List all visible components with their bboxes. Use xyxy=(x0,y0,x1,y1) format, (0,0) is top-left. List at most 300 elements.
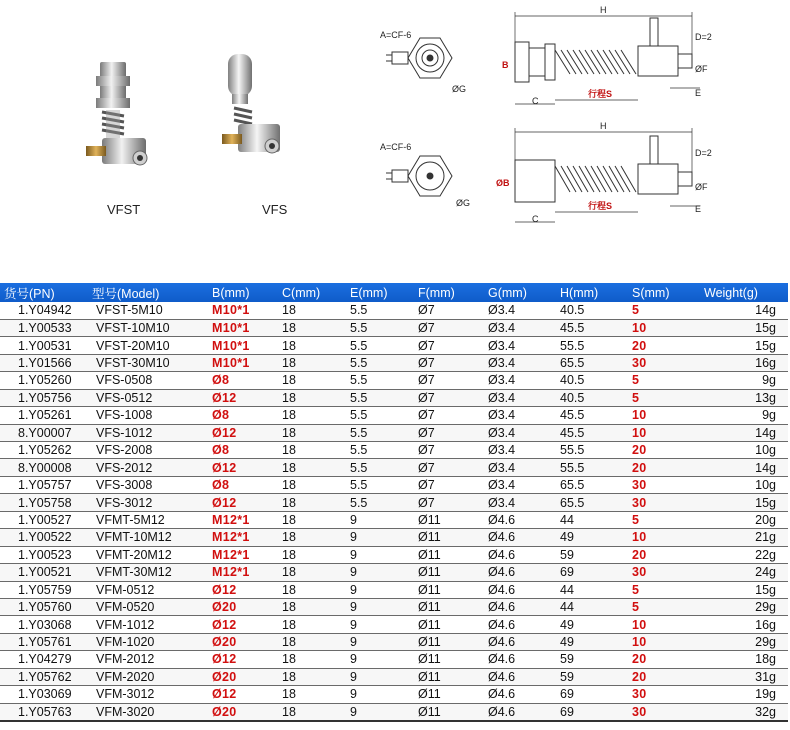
table-cell: Ø7 xyxy=(414,459,484,476)
table-cell: Ø12 xyxy=(208,651,278,668)
table-cell: 5.5 xyxy=(346,494,414,511)
table-cell: 5.5 xyxy=(346,319,414,336)
table-cell: Ø8 xyxy=(208,476,278,493)
table-cell: 10 xyxy=(628,529,700,546)
dim-h-1: H xyxy=(600,5,607,15)
table-cell: 19g xyxy=(700,686,788,703)
table-cell: 18 xyxy=(278,354,346,371)
table-cell: 5.5 xyxy=(346,389,414,406)
table-cell: Ø7 xyxy=(414,302,484,319)
table-cell: 30 xyxy=(628,686,700,703)
table-cell: Ø3.4 xyxy=(484,372,556,389)
table-cell: 20 xyxy=(628,442,700,459)
product-illustration-area xyxy=(0,0,790,282)
table-cell: VFS-1008 xyxy=(88,407,208,424)
table-cell: 65.5 xyxy=(556,354,628,371)
table-cell: Ø3.4 xyxy=(484,494,556,511)
column-header: G(mm) xyxy=(484,283,556,302)
table-cell: 18 xyxy=(278,616,346,633)
column-header: B(mm) xyxy=(208,283,278,302)
table-row xyxy=(0,668,788,685)
table-cell: Ø20 xyxy=(208,633,278,650)
table-cell: 18 xyxy=(278,302,346,319)
table-cell: VFS-3008 xyxy=(88,476,208,493)
table-cell: 5 xyxy=(628,372,700,389)
table-cell: 30 xyxy=(628,354,700,371)
table-cell: 18 xyxy=(278,581,346,598)
table-cell: Ø8 xyxy=(208,407,278,424)
table-cell: 44 xyxy=(556,511,628,528)
table-cell: Ø11 xyxy=(414,546,484,563)
table-cell: Ø12 xyxy=(208,494,278,511)
table-cell: 8.Y00008 xyxy=(0,459,88,476)
dim-b-1: B xyxy=(502,60,509,70)
table-cell: Ø7 xyxy=(414,389,484,406)
table-cell: 18 xyxy=(278,319,346,336)
table-cell: 30 xyxy=(628,703,700,721)
table-cell: Ø7 xyxy=(414,424,484,441)
table-cell: 29g xyxy=(700,598,788,615)
table-cell: 45.5 xyxy=(556,424,628,441)
column-header: 货号(PN) xyxy=(0,283,88,302)
table-cell: 18 xyxy=(278,459,346,476)
vfst-label: VFST xyxy=(107,202,141,217)
table-cell: Ø4.6 xyxy=(484,633,556,650)
table-cell: Ø3.4 xyxy=(484,389,556,406)
column-header: 型号(Model) xyxy=(88,283,208,302)
table-row xyxy=(0,651,788,668)
table-cell: 9 xyxy=(346,668,414,685)
table-cell: 5 xyxy=(628,511,700,528)
table-cell: 1.Y05760 xyxy=(0,598,88,615)
table-cell: 59 xyxy=(556,668,628,685)
end-view-smooth xyxy=(386,156,452,196)
dim-f-2: ØF xyxy=(695,182,708,192)
column-header: Weight(g) xyxy=(700,283,788,302)
table-cell: 30 xyxy=(628,564,700,581)
table-cell: M12*1 xyxy=(208,529,278,546)
table-cell: 18 xyxy=(278,494,346,511)
table-cell: 1.Y05763 xyxy=(0,703,88,721)
table-cell: Ø7 xyxy=(414,407,484,424)
table-cell: Ø12 xyxy=(208,616,278,633)
table-cell: Ø4.6 xyxy=(484,686,556,703)
table-row xyxy=(0,529,788,546)
table-cell: VFMT-10M12 xyxy=(88,529,208,546)
table-cell: Ø7 xyxy=(414,319,484,336)
table-cell: 5.5 xyxy=(346,424,414,441)
table-cell: M10*1 xyxy=(208,337,278,354)
table-cell: 18 xyxy=(278,546,346,563)
table-cell: 5 xyxy=(628,598,700,615)
table-cell: Ø4.6 xyxy=(484,703,556,721)
table-cell: 10 xyxy=(628,319,700,336)
table-cell: VFMT-20M12 xyxy=(88,546,208,563)
table-cell: 9 xyxy=(346,616,414,633)
table-cell: 55.5 xyxy=(556,442,628,459)
table-cell: 1.Y04279 xyxy=(0,651,88,668)
spec-table xyxy=(0,283,788,722)
table-cell: 5.5 xyxy=(346,372,414,389)
end-view-threaded xyxy=(386,38,452,78)
dim-g-2: ØG xyxy=(456,198,471,208)
table-cell: Ø20 xyxy=(208,668,278,685)
table-cell: M12*1 xyxy=(208,546,278,563)
table-cell: VFS-2012 xyxy=(88,459,208,476)
table-cell: Ø11 xyxy=(414,686,484,703)
table-cell: 9 xyxy=(346,511,414,528)
table-row xyxy=(0,407,788,424)
table-row xyxy=(0,337,788,354)
dim-g-1: ØG xyxy=(452,84,467,94)
table-cell: 18 xyxy=(278,598,346,615)
table-cell: 5.5 xyxy=(346,442,414,459)
table-cell: 5 xyxy=(628,302,700,319)
table-cell: 49 xyxy=(556,616,628,633)
table-cell: Ø3.4 xyxy=(484,424,556,441)
table-cell: Ø11 xyxy=(414,633,484,650)
table-cell: 29g xyxy=(700,633,788,650)
table-cell: 22g xyxy=(700,546,788,563)
table-cell: VFM-1012 xyxy=(88,616,208,633)
table-cell: 1.Y05260 xyxy=(0,372,88,389)
table-cell: Ø20 xyxy=(208,703,278,721)
table-cell: 10 xyxy=(628,616,700,633)
table-row xyxy=(0,319,788,336)
table-cell: 1.Y05262 xyxy=(0,442,88,459)
table-cell: 18 xyxy=(278,511,346,528)
table-cell: Ø3.4 xyxy=(484,476,556,493)
table-cell: 1.Y05261 xyxy=(0,407,88,424)
table-cell: 9 xyxy=(346,598,414,615)
table-row xyxy=(0,476,788,493)
table-cell: 9 xyxy=(346,546,414,563)
dim-c-1: C xyxy=(532,96,539,106)
table-cell: Ø11 xyxy=(414,598,484,615)
table-cell: VFS-3012 xyxy=(88,494,208,511)
table-cell: Ø4.6 xyxy=(484,668,556,685)
table-cell: 69 xyxy=(556,686,628,703)
table-cell: 32g xyxy=(700,703,788,721)
table-cell: Ø12 xyxy=(208,389,278,406)
table-cell: 1.Y00523 xyxy=(0,546,88,563)
vfs-label: VFS xyxy=(262,202,288,217)
table-cell: 49 xyxy=(556,529,628,546)
table-cell: M10*1 xyxy=(208,354,278,371)
table-cell: 1.Y00521 xyxy=(0,564,88,581)
table-cell: Ø11 xyxy=(414,529,484,546)
table-row xyxy=(0,598,788,615)
table-cell: 14g xyxy=(700,459,788,476)
table-row xyxy=(0,372,788,389)
table-cell: 1.Y00522 xyxy=(0,529,88,546)
table-cell: 20 xyxy=(628,668,700,685)
column-header: F(mm) xyxy=(414,283,484,302)
table-cell: 65.5 xyxy=(556,476,628,493)
table-cell: VFST-5M10 xyxy=(88,302,208,319)
table-row xyxy=(0,511,788,528)
dim-f-1: ØF xyxy=(695,64,708,74)
table-cell: 59 xyxy=(556,651,628,668)
table-cell: 9 xyxy=(346,633,414,650)
spec-table-container xyxy=(0,283,790,722)
table-cell: 5.5 xyxy=(346,459,414,476)
table-cell: 44 xyxy=(556,581,628,598)
table-cell: M10*1 xyxy=(208,302,278,319)
table-cell: 18 xyxy=(278,686,346,703)
table-row xyxy=(0,564,788,581)
table-cell: 40.5 xyxy=(556,302,628,319)
table-cell: 5.5 xyxy=(346,302,414,319)
side-view-threaded xyxy=(515,18,692,82)
table-row xyxy=(0,459,788,476)
table-cell: Ø11 xyxy=(414,564,484,581)
table-cell: 18 xyxy=(278,564,346,581)
table-cell: 1.Y05762 xyxy=(0,668,88,685)
table-cell: 10 xyxy=(628,424,700,441)
table-cell: Ø12 xyxy=(208,424,278,441)
table-cell: 15g xyxy=(700,581,788,598)
table-cell: Ø7 xyxy=(414,354,484,371)
table-cell: 9 xyxy=(346,703,414,721)
table-cell: VFMT-30M12 xyxy=(88,564,208,581)
table-cell: Ø7 xyxy=(414,476,484,493)
table-cell: Ø3.4 xyxy=(484,442,556,459)
table-cell: 1.Y03068 xyxy=(0,616,88,633)
table-cell: Ø11 xyxy=(414,651,484,668)
table-cell: 18 xyxy=(278,476,346,493)
table-cell: 5.5 xyxy=(346,354,414,371)
table-cell: VFST-10M10 xyxy=(88,319,208,336)
side-view-smooth xyxy=(515,136,692,202)
dim-d-2: D=2 xyxy=(695,148,712,158)
table-cell: Ø7 xyxy=(414,442,484,459)
table-cell: 18 xyxy=(278,407,346,424)
table-cell: 18 xyxy=(278,442,346,459)
column-header: H(mm) xyxy=(556,283,628,302)
table-cell: Ø11 xyxy=(414,616,484,633)
table-cell: Ø4.6 xyxy=(484,564,556,581)
table-cell: 20 xyxy=(628,651,700,668)
port-note-2: A=CF-6 xyxy=(380,142,412,152)
table-cell: 9 xyxy=(346,686,414,703)
column-header: E(mm) xyxy=(346,283,414,302)
stroke-2: 行程S xyxy=(588,201,613,211)
table-cell: VFM-0512 xyxy=(88,581,208,598)
table-cell: 55.5 xyxy=(556,459,628,476)
table-cell: 18 xyxy=(278,389,346,406)
table-cell: 1.Y05761 xyxy=(0,633,88,650)
table-cell: VFS-1012 xyxy=(88,424,208,441)
table-cell: 18 xyxy=(278,529,346,546)
table-cell: 1.Y05756 xyxy=(0,389,88,406)
table-cell: Ø8 xyxy=(208,372,278,389)
table-cell: 8.Y00007 xyxy=(0,424,88,441)
table-row xyxy=(0,686,788,703)
table-cell: 1.Y05759 xyxy=(0,581,88,598)
table-cell: M12*1 xyxy=(208,511,278,528)
table-cell: Ø11 xyxy=(414,581,484,598)
table-cell: 15g xyxy=(700,337,788,354)
table-cell: VFM-1020 xyxy=(88,633,208,650)
table-cell: Ø4.6 xyxy=(484,546,556,563)
table-cell: Ø11 xyxy=(414,703,484,721)
table-cell: Ø3.4 xyxy=(484,407,556,424)
table-cell: 1.Y05757 xyxy=(0,476,88,493)
table-cell: 31g xyxy=(700,668,788,685)
table-cell: Ø4.6 xyxy=(484,529,556,546)
table-cell: 20 xyxy=(628,337,700,354)
table-cell: VFM-2012 xyxy=(88,651,208,668)
table-row xyxy=(0,302,788,319)
table-cell: VFM-0520 xyxy=(88,598,208,615)
table-cell: 18 xyxy=(278,372,346,389)
table-cell: 18 xyxy=(278,337,346,354)
table-cell: 9 xyxy=(346,581,414,598)
table-cell: 20 xyxy=(628,459,700,476)
table-cell: 14g xyxy=(700,302,788,319)
table-cell: M10*1 xyxy=(208,319,278,336)
table-cell: Ø11 xyxy=(414,511,484,528)
table-cell: 49 xyxy=(556,633,628,650)
table-cell: 21g xyxy=(700,529,788,546)
table-cell: 1.Y00533 xyxy=(0,319,88,336)
table-cell: 9 xyxy=(346,529,414,546)
table-cell: VFM-3020 xyxy=(88,703,208,721)
table-cell: 10 xyxy=(628,407,700,424)
table-cell: 15g xyxy=(700,494,788,511)
table-cell: 9 xyxy=(346,564,414,581)
table-body xyxy=(0,302,788,721)
table-cell: 18 xyxy=(278,668,346,685)
table-cell: 45.5 xyxy=(556,319,628,336)
table-cell: 65.5 xyxy=(556,494,628,511)
table-row xyxy=(0,633,788,650)
table-cell: 13g xyxy=(700,389,788,406)
table-cell: Ø3.4 xyxy=(484,319,556,336)
dim-h-2: H xyxy=(600,121,607,131)
table-cell: VFST-30M10 xyxy=(88,354,208,371)
table-cell: 1.Y00527 xyxy=(0,511,88,528)
dim-e-1: E xyxy=(695,88,702,98)
table-header xyxy=(0,283,788,302)
table-cell: Ø4.6 xyxy=(484,581,556,598)
table-cell: Ø7 xyxy=(414,337,484,354)
table-cell: 18 xyxy=(278,424,346,441)
table-cell: 1.Y01566 xyxy=(0,354,88,371)
table-cell: 5 xyxy=(628,389,700,406)
table-cell: Ø12 xyxy=(208,686,278,703)
table-row xyxy=(0,546,788,563)
column-header: S(mm) xyxy=(628,283,700,302)
table-cell: 18g xyxy=(700,651,788,668)
table-cell: 30 xyxy=(628,494,700,511)
table-cell: 18 xyxy=(278,703,346,721)
table-cell: 9g xyxy=(700,372,788,389)
table-cell: 15g xyxy=(700,319,788,336)
table-cell: Ø3.4 xyxy=(484,302,556,319)
table-cell: 10g xyxy=(700,442,788,459)
table-cell: Ø8 xyxy=(208,442,278,459)
table-cell: Ø4.6 xyxy=(484,598,556,615)
table-cell: 1.Y00531 xyxy=(0,337,88,354)
table-cell: 20 xyxy=(628,546,700,563)
table-cell: Ø7 xyxy=(414,494,484,511)
table-cell: 18 xyxy=(278,651,346,668)
table-cell: 69 xyxy=(556,703,628,721)
table-row xyxy=(0,494,788,511)
table-cell: VFS-2008 xyxy=(88,442,208,459)
table-cell: VFS-0512 xyxy=(88,389,208,406)
table-cell: Ø4.6 xyxy=(484,651,556,668)
table-cell: 59 xyxy=(556,546,628,563)
stroke-1: 行程S xyxy=(588,89,613,99)
table-cell: Ø7 xyxy=(414,372,484,389)
table-row xyxy=(0,354,788,371)
table-cell: 1.Y04942 xyxy=(0,302,88,319)
dim-b-2: ØB xyxy=(496,178,510,188)
table-cell: Ø4.6 xyxy=(484,511,556,528)
table-cell: 24g xyxy=(700,564,788,581)
table-cell: 45.5 xyxy=(556,407,628,424)
table-cell: Ø12 xyxy=(208,581,278,598)
table-row xyxy=(0,616,788,633)
table-cell: Ø3.4 xyxy=(484,354,556,371)
table-cell: 16g xyxy=(700,354,788,371)
table-cell: 40.5 xyxy=(556,372,628,389)
table-cell: Ø12 xyxy=(208,459,278,476)
table-cell: 5 xyxy=(628,581,700,598)
table-cell: 1.Y05758 xyxy=(0,494,88,511)
table-cell: 55.5 xyxy=(556,337,628,354)
header-row xyxy=(0,283,788,302)
table-cell: VFST-20M10 xyxy=(88,337,208,354)
table-cell: Ø11 xyxy=(414,668,484,685)
table-row xyxy=(0,581,788,598)
dim-e-2: E xyxy=(695,204,702,214)
table-cell: VFM-2020 xyxy=(88,668,208,685)
table-cell: Ø3.4 xyxy=(484,337,556,354)
column-header: C(mm) xyxy=(278,283,346,302)
table-cell: 14g xyxy=(700,424,788,441)
vfst-product-photo xyxy=(82,58,172,190)
table-row xyxy=(0,442,788,459)
table-cell: 5.5 xyxy=(346,337,414,354)
table-cell: Ø4.6 xyxy=(484,616,556,633)
dim-d-1: D=2 xyxy=(695,32,712,42)
table-cell: VFM-3012 xyxy=(88,686,208,703)
table-cell: 69 xyxy=(556,564,628,581)
table-cell: VFS-0508 xyxy=(88,372,208,389)
table-row xyxy=(0,703,788,721)
dim-c-2: C xyxy=(532,214,539,224)
table-cell: 20g xyxy=(700,511,788,528)
table-cell: VFMT-5M12 xyxy=(88,511,208,528)
technical-drawings xyxy=(360,0,790,250)
table-cell: 9g xyxy=(700,407,788,424)
table-cell: 10g xyxy=(700,476,788,493)
table-cell: 18 xyxy=(278,633,346,650)
table-cell: 40.5 xyxy=(556,389,628,406)
table-cell: 1.Y03069 xyxy=(0,686,88,703)
table-cell: 10 xyxy=(628,633,700,650)
vfs-product-photo xyxy=(216,50,300,180)
table-cell: Ø3.4 xyxy=(484,459,556,476)
table-cell: Ø20 xyxy=(208,598,278,615)
table-cell: 5.5 xyxy=(346,407,414,424)
table-cell: 44 xyxy=(556,598,628,615)
table-cell: M12*1 xyxy=(208,564,278,581)
